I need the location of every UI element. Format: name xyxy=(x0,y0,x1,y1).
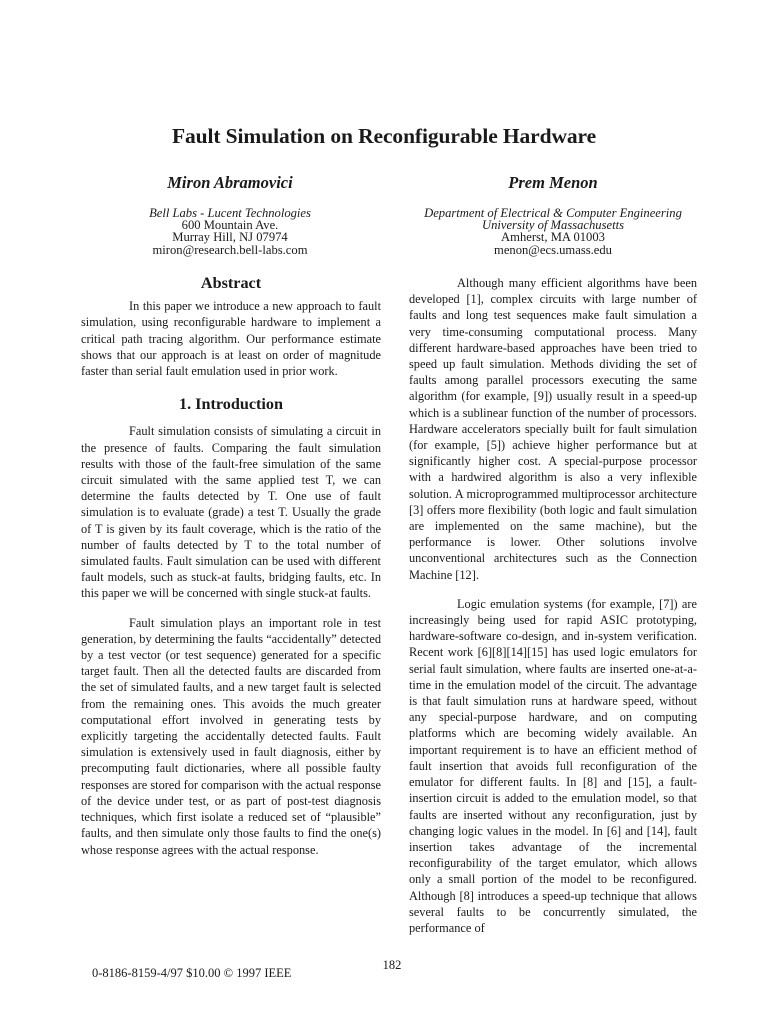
right-column xyxy=(409,275,697,936)
author-email: menon@ecs.umass.edu xyxy=(494,242,612,257)
paragraph-spacer xyxy=(81,602,381,615)
author-affiliation xyxy=(403,207,703,256)
author-email: miron@research.bell-labs.com xyxy=(152,242,308,257)
affiliation-line: Amherst, MA 01003 xyxy=(501,230,605,245)
abstract-text: In this paper we introduce a new approach to fault simulation, using reconfigurable hardware to implement a critical path tracing algorithm. Our performance estimate shows that our approach is at least on order of magnitude faster than serial fault emulation used in prior work. xyxy=(81,299,381,379)
affiliation-line: Department of Electrical & Computer Engineering xyxy=(424,206,682,220)
affiliation-line: Bell Labs - Lucent Technologies xyxy=(149,206,311,220)
introduction-heading: 1. Introduction xyxy=(178,395,284,414)
introduction-paragraph: Fault simulation plays an important role in test generation, by determining the faults “accidentally” detected by a test vector (or test sequence) generated for a specific target fault. Then all the detected faults are discarded from the set of simulated faults, and a new target fault is selected from the remaining ones. This avoids the much greater computational effort involved in generating tests by explicitly targeting the accidentally detected faults. Fault simulation is extensively used in fault diagnosis, either by precomputing fault dictionaries, where all possible faulty responses are stored for comparison with the actual response of the device under test, or as part of post-test diagnosis techniques, which first isolate a reduced set of “plausible” faults, and then simulate only those faults to find the one(s) whose response agrees with the actual response. xyxy=(81,615,381,857)
paper-title: Fault Simulation on Reconfigurable Hardware xyxy=(171,124,597,148)
left-column xyxy=(81,275,381,858)
author-block-1 xyxy=(86,173,374,256)
footer-copyright: 0-8186-8159-4/97 $10.00 © 1997 IEEE xyxy=(92,966,292,980)
affiliation-line: University of Massachusetts xyxy=(481,218,624,233)
abstract-heading: Abstract xyxy=(200,274,262,292)
body-paragraph: Although many efficient algorithms have been developed [1], complex circuits with large number of faults and long test sequences make fault simulation a very time-consuming computational process. Many different hardware-based approaches have been tried to speed up fault simulation. Methods dividing the set of faults among parallel processors executing the same algorithm (for example, [9]) usually result in a speed-up which is a sublinear function of the number of processors. Hardware accelerators specially built for fault simulation (for example, [5]) achieve higher performance but at significantly higher cost. A special-purpose processor with a hardwired algorithm is also a very inflexible solution. A microprogrammed multiprocessor architecture [3] offers more flexibility (both logic and fault simulation are implemented on the same machine), but the performance is lower. Other solutions involve unconventional architectures such as the Connection Machine [12]. xyxy=(409,276,697,582)
author-block-2 xyxy=(403,173,703,256)
page-number: 182 xyxy=(382,958,402,972)
affiliation-line: Murray Hill, NJ 07974 xyxy=(172,230,288,245)
author-affiliation xyxy=(86,207,374,256)
author-name: Miron Abramovici xyxy=(167,173,293,192)
affiliation-line: 600 Mountain Ave. xyxy=(181,218,279,233)
body-paragraph: Logic emulation systems (for example, [7]) are increasingly being used for rapid ASIC prototyping, hardware-software co-design, and in-system verification. Recent work [6][8][14][15] has used logic emulators for serial fault simulation, where faults are inserted one-at-a-time in the emulation model of the circuit. The advantage is that fault simulation runs at hardware speed, without any special-purpose hardware, and on computing platforms which are becoming widely available. An important requirement is to have an efficient method of fault insertion that avoids full reconfiguration of the emulator for different faults. In [8] and [15], a fault-insertion circuit is added to the emulation model, so that faults are inserted without any reconfiguration, just by changing logic values in the model. In [6] and [14], fault insertion takes advantage of the incremental reconfigurability of the target emulator, which allows only a small portion of the model to be reconfigured. Although [8] introduces a speed-up technique that allows several faults to be concurrently simulated, the performance of xyxy=(409,596,697,935)
paragraph-spacer xyxy=(409,583,697,596)
introduction-paragraph: Fault simulation consists of simulating a circuit in the presence of faults. Comparing the fault simulation results with those of the fault-free simulation of the same circuit simulated with the same applied test T, we can determine the faults detected by T. One use of fault simulation is to evaluate (grade) a test T. Usually the grade of T is given by its fault coverage, which is the ratio of the number of faults detected by T to the total number of simulated faults. Fault simulation can be used with different fault models, such as stuck-at faults, bridging faults, etc. In this paper we will be concerned with single stuck-at faults. xyxy=(81,424,381,601)
author-name: Prem Menon xyxy=(508,173,598,192)
